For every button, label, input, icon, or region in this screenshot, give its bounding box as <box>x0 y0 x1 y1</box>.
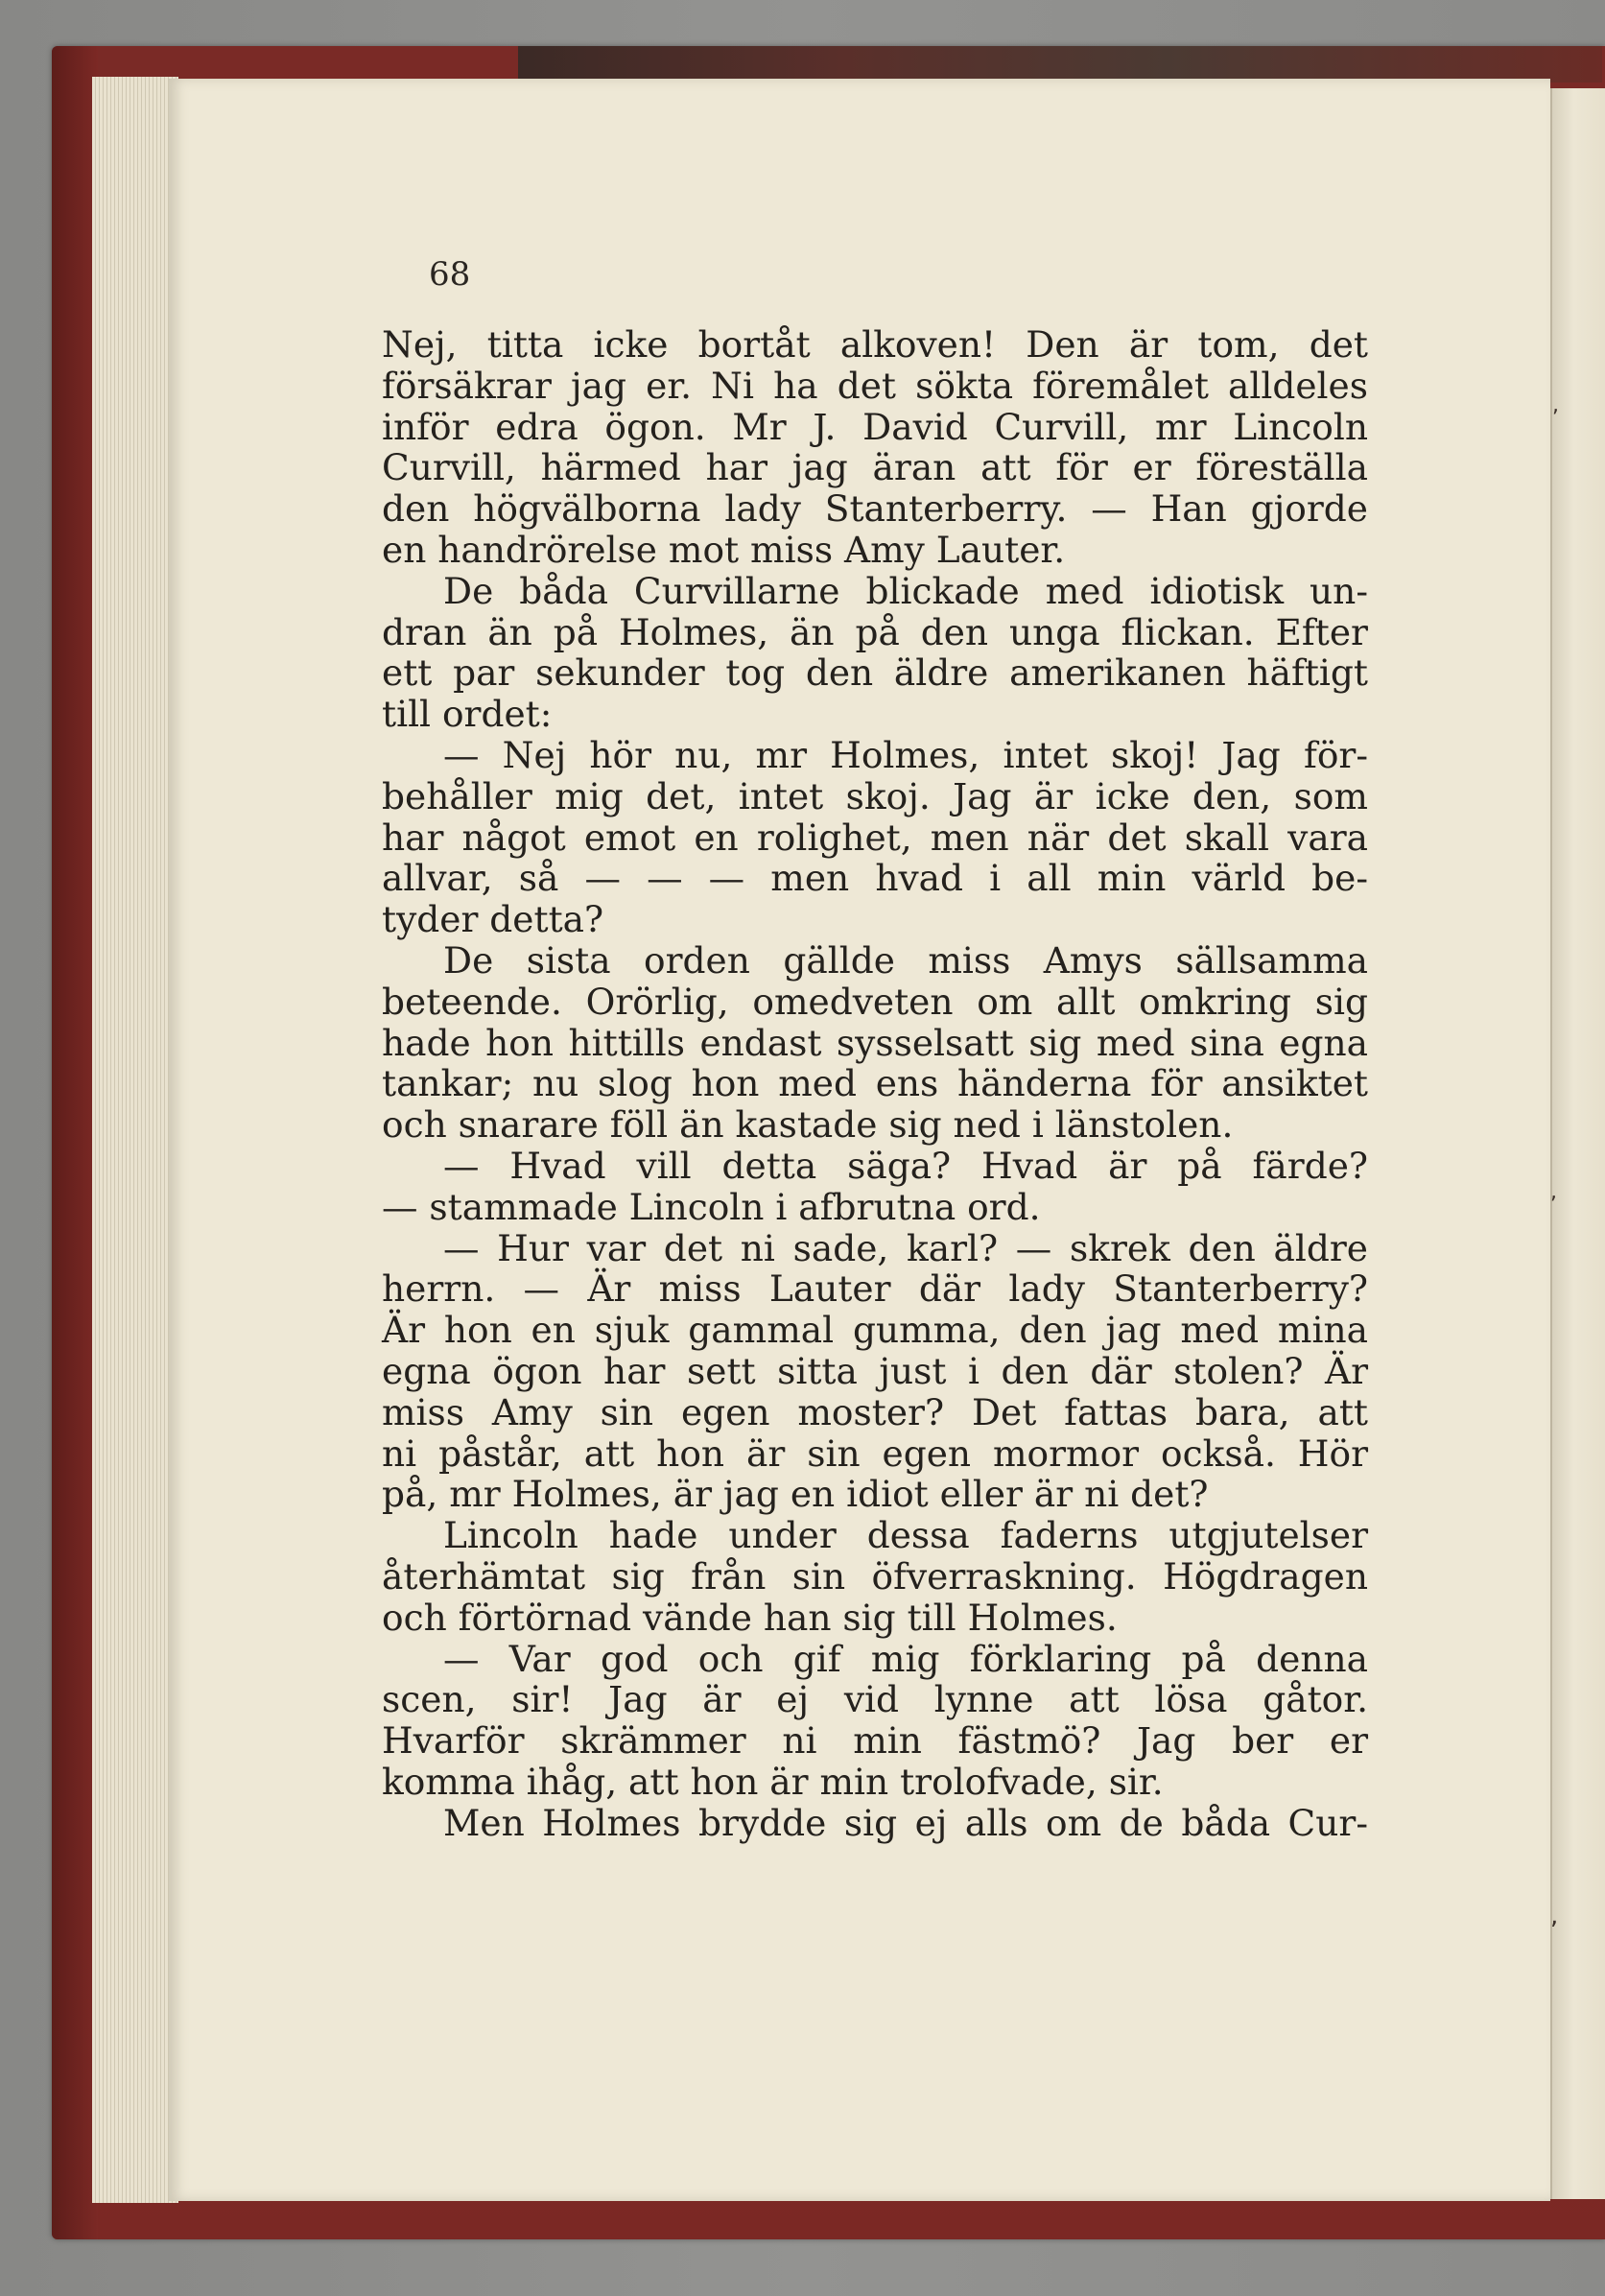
text-line: den högvälborna lady Stanterberry. — Han gjorde <box>382 487 1368 531</box>
text-line: herrn. — Är miss Lauter där lady Stanterberry? <box>382 1267 1368 1311</box>
bleed-mark: , <box>1550 1902 1559 1930</box>
text-line: och snarare föll än kastade sig ned i länstolen. <box>382 1103 1234 1147</box>
text-line: Lincoln hade under dessa faderns utgjutelser <box>443 1514 1368 1557</box>
text-line: De sista orden gällde miss Amys sällsamma <box>443 938 1368 982</box>
facing-page-edge <box>1550 88 1605 2199</box>
text-line: Curvill, härmed har jag äran att för er föreställa <box>382 446 1368 489</box>
text-line: tyder detta? <box>382 898 604 941</box>
text-line: och förtörnad vände han sig till Holmes. <box>382 1596 1118 1639</box>
text-line: — stammade Lincoln i afbrutna ord. <box>382 1185 1041 1228</box>
text-line: Nej, titta icke bortåt alkoven! Den är tom, det <box>382 323 1368 366</box>
text-line: har något emot en rolighet, men när det skall vara <box>382 816 1368 859</box>
text-line: försäkrar jag er. Ni ha det sökta föremålet alldeles <box>382 364 1368 407</box>
text-line: beteende. Orörlig, omedveten om allt omkring sig <box>382 980 1368 1023</box>
cover-top-band <box>518 46 1602 83</box>
text-line: allvar, så — — — men hvad i all min värld be- <box>382 857 1368 900</box>
bleed-mark: , <box>1550 1180 1557 1204</box>
body-text <box>382 324 1368 1843</box>
text-line: ett par sekunder tog den äldre amerikanen häftigt <box>382 651 1368 695</box>
text-line: till ordet: <box>382 693 553 736</box>
text-line: Men Holmes brydde sig ej alls om de båda Cur- <box>443 1801 1368 1844</box>
text-line: hade hon hittills endast sysselsatt sig med sina egna <box>382 1021 1368 1064</box>
text-line: återhämtat sig från sin öfverraskning. Högdragen <box>382 1554 1368 1598</box>
text-line: — Nej hör nu, mr Holmes, intet skoj! Jag för- <box>443 733 1368 776</box>
page-edges-stack <box>92 77 178 2203</box>
text-line: — Var god och gif mig förklaring på denna <box>443 1637 1368 1680</box>
text-line: inför edra ögon. Mr J. David Curvill, mr Lincoln <box>382 405 1368 448</box>
text-line: behåller mig det, intet skoj. Jag är icke den, som <box>382 774 1368 817</box>
text-line: komma ihåg, att hon är min trolofvade, sir. <box>382 1760 1164 1803</box>
text-line: scen, sir! Jag är ej vid lynne att lösa gåtor. <box>382 1678 1368 1721</box>
text-line: dran än på Holmes, än på den unga flickan. Efter <box>382 610 1368 653</box>
cover-edge-shadow <box>52 46 98 2239</box>
text-line: på, mr Holmes, är jag en idiot eller är ni det? <box>382 1473 1209 1516</box>
text-line: — Hur var det ni sade, karl? — skrek den äldre <box>443 1226 1368 1269</box>
text-line: egna ögon har sett sitta just i den där stolen? Är <box>382 1349 1368 1392</box>
text-line: ni påstår, att hon är sin egen mormor också. Hör <box>382 1432 1368 1475</box>
bleed-mark: , <box>1552 393 1559 417</box>
text-line: — Hvad vill detta säga? Hvad är på färde? <box>443 1144 1368 1187</box>
text-line: Hvarför skrämmer ni min fästmö? Jag ber er <box>382 1719 1368 1763</box>
text-line: De båda Curvillarne blickade med idiotisk un- <box>443 569 1368 612</box>
text-line: en handrörelse mot miss Amy Lauter. <box>382 528 1066 571</box>
page-number: 68 <box>429 255 471 294</box>
text-line: Är hon en sjuk gammal gumma, den jag med mina <box>382 1309 1368 1352</box>
text-line: tankar; nu slog hon med ens händerna för ansiktet <box>382 1062 1368 1105</box>
text-line: miss Amy sin egen moster? Det fattas bara, att <box>382 1390 1368 1433</box>
